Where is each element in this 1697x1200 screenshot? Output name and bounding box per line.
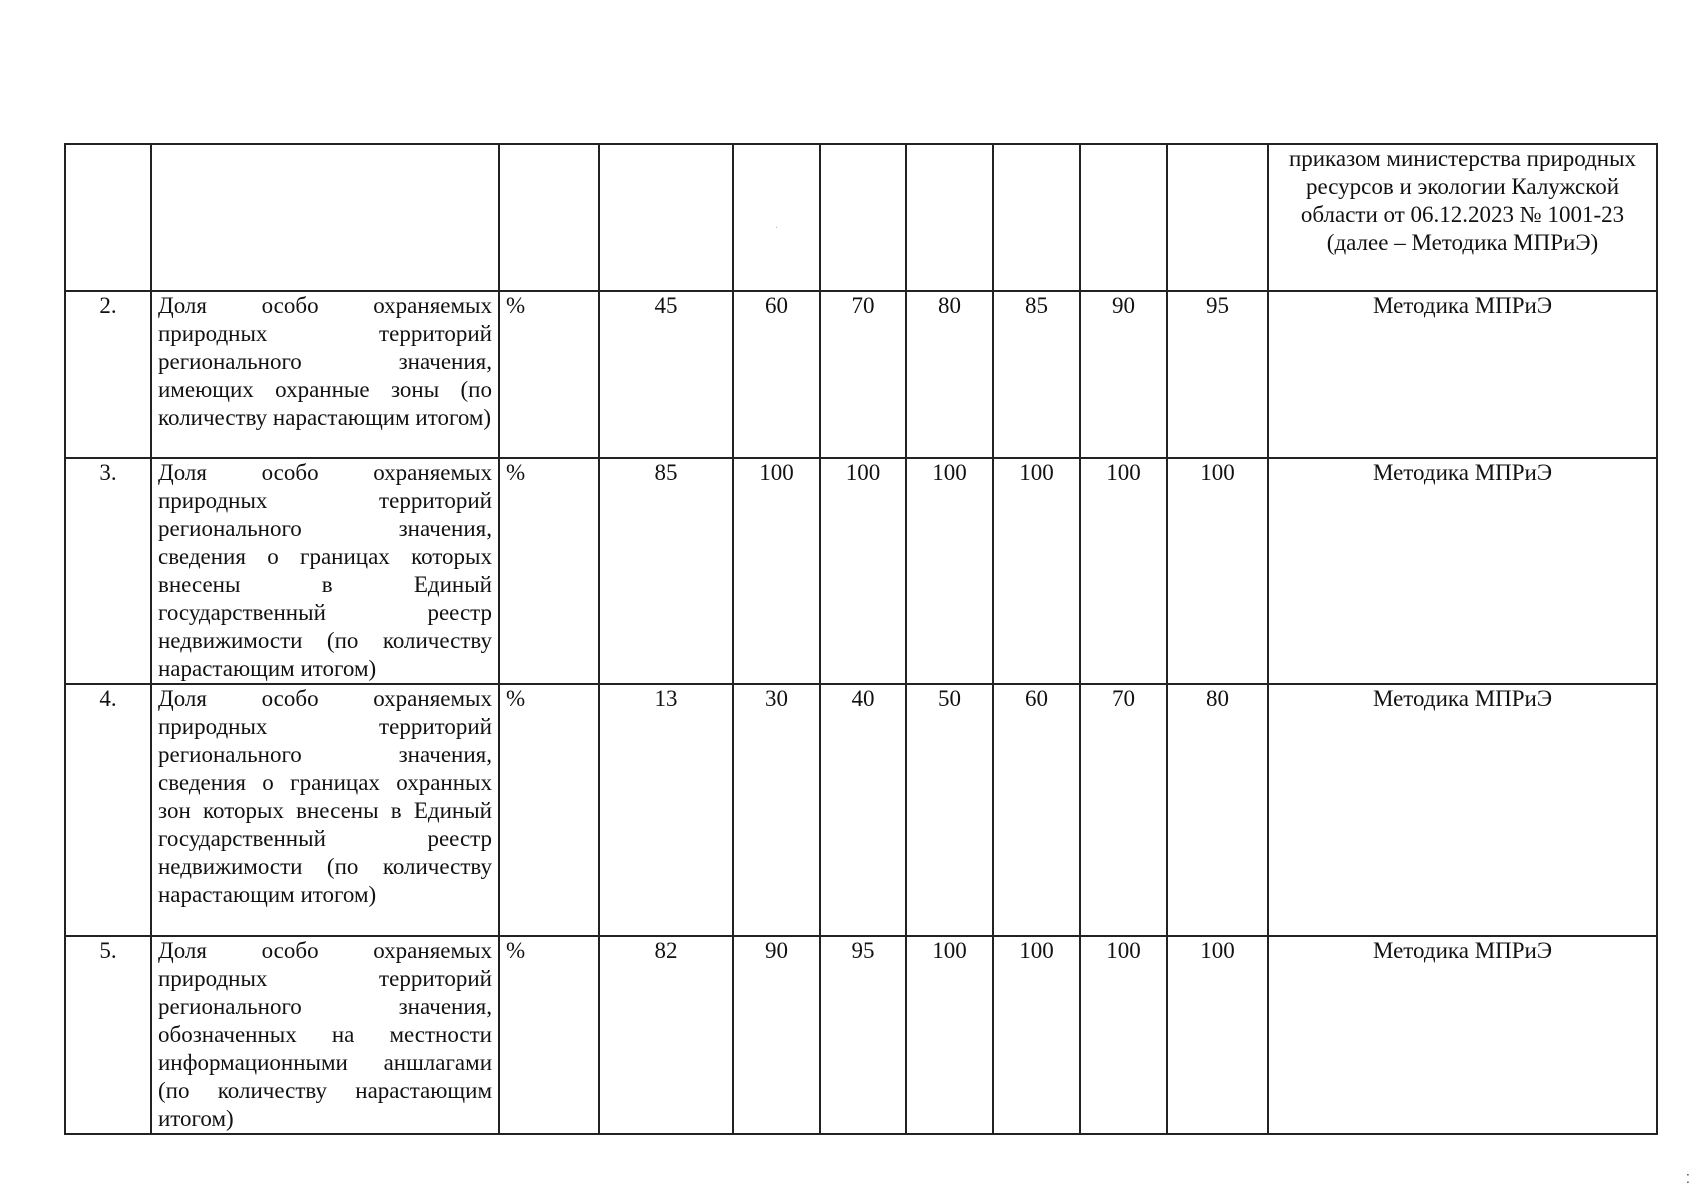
value-cell: [1080, 144, 1167, 291]
value-cell: 70: [820, 291, 906, 458]
source-cell: приказом министерства природных ресурсов и экологии Калужской области от 06.12.2023 № 1001-23 (далее – Методика МПРиЭ): [1268, 144, 1657, 291]
source-cell: Методика МПРиЭ: [1268, 291, 1657, 458]
value-cell: 80: [906, 291, 993, 458]
unit-cell: %: [499, 936, 599, 1134]
scan-speck: ·: [774, 223, 779, 234]
value-cell: 60: [993, 684, 1080, 936]
value-cell: 82: [599, 936, 733, 1134]
value-cell: [733, 144, 820, 291]
value-cell: 50: [906, 684, 993, 936]
value-cell: [906, 144, 993, 291]
value-cell: 100: [906, 936, 993, 1134]
row-number: 3.: [65, 458, 151, 684]
value-cell: 70: [1080, 684, 1167, 936]
row-number: 2.: [65, 291, 151, 458]
indicator-description: Доля особо охраняемых природных территорий регионального значения, обозначенных на местности информационными аншлагами (по количеству нарастающим итогом): [151, 936, 499, 1134]
value-cell: [820, 144, 906, 291]
value-cell: 13: [599, 684, 733, 936]
value-cell: 100: [733, 458, 820, 684]
unit-cell: %: [499, 291, 599, 458]
value-cell: [1167, 144, 1268, 291]
source-cell: Методика МПРиЭ: [1268, 936, 1657, 1134]
row-number: 5.: [65, 936, 151, 1134]
desc-cell: [151, 144, 499, 291]
value-cell: [599, 144, 733, 291]
scan-mark: ⁚: [1686, 1172, 1690, 1186]
value-cell: 100: [820, 458, 906, 684]
value-cell: 100: [906, 458, 993, 684]
value-cell: 90: [1080, 291, 1167, 458]
value-cell: 80: [1167, 684, 1268, 936]
value-cell: 95: [820, 936, 906, 1134]
unit-cell: %: [499, 458, 599, 684]
value-cell: 100: [1080, 936, 1167, 1134]
value-cell: 45: [599, 291, 733, 458]
indicator-description: Доля особо охраняемых природных территорий регионального значения, имеющих охранные зоны (по количеству нарастающим итогом): [151, 291, 499, 458]
value-cell: 100: [993, 458, 1080, 684]
unit-cell: %: [499, 684, 599, 936]
value-cell: 100: [993, 936, 1080, 1134]
value-cell: 40: [820, 684, 906, 936]
value-cell: 95: [1167, 291, 1268, 458]
indicator-description: Доля особо охраняемых природных территорий регионального значения, сведения о границах охранных зон которых внесены в Единый государственный реестр недвижимости (по количеству нарастающим итогом): [151, 684, 499, 936]
row-number: 4.: [65, 684, 151, 936]
table-row-header-continuation: [65, 144, 1657, 291]
source-cell: Методика МПРиЭ: [1268, 684, 1657, 936]
value-cell: 85: [993, 291, 1080, 458]
table-row: [65, 291, 1657, 458]
value-cell: 90: [733, 936, 820, 1134]
table-row: [65, 936, 1657, 1134]
value-cell: 60: [733, 291, 820, 458]
value-cell: 100: [1167, 936, 1268, 1134]
num-cell: [65, 144, 151, 291]
table-row: [65, 458, 1657, 684]
source-cell: Методика МПРиЭ: [1268, 458, 1657, 684]
unit-cell: [499, 144, 599, 291]
value-cell: 100: [1167, 458, 1268, 684]
value-cell: 85: [599, 458, 733, 684]
value-cell: 30: [733, 684, 820, 936]
value-cell: [993, 144, 1080, 291]
indicator-description: Доля особо охраняемых природных территорий регионального значения, сведения о границах которых внесены в Единый государственный реестр недвижимости (по количеству нарастающим итогом): [151, 458, 499, 684]
indicators-table: [64, 143, 1658, 1135]
value-cell: 100: [1080, 458, 1167, 684]
table-row: [65, 684, 1657, 936]
